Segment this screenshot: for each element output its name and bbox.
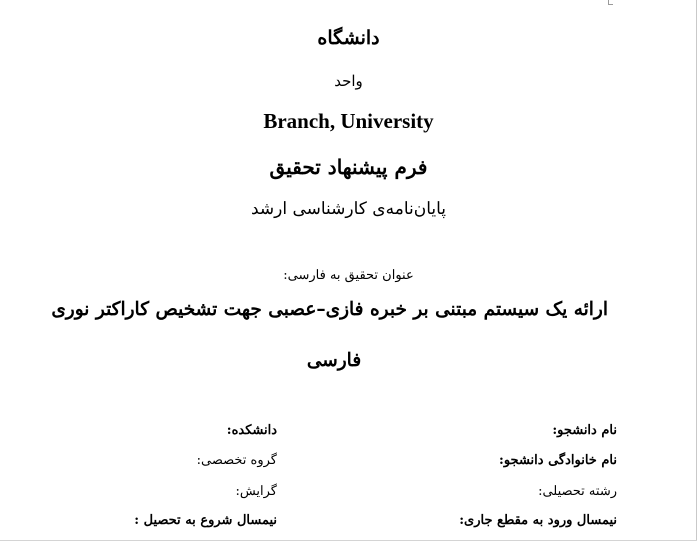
specialization-field: گرایش: <box>235 484 277 499</box>
thesis-title-label: عنوان تحقیق به فارسی: <box>283 268 414 283</box>
branch-label-fa: واحد <box>334 72 363 90</box>
entry-semester-field: نیمسال ورود به مقطع جاری: <box>459 513 617 528</box>
start-semester-field: نیمسال شروع به تحصیل : <box>134 513 277 528</box>
major-field: رشته تحصیلی: <box>538 484 617 499</box>
branch-label-en: Branch, University <box>263 109 434 133</box>
thesis-title-line-1: ارائه یک سیستم مبتنی بر خبره فازی–عصبی جهت تشخیص کاراکتر نوری <box>51 299 608 320</box>
university-heading: دانشگاه <box>317 27 380 49</box>
margin-corner-mark <box>608 0 613 5</box>
thesis-title-line-2: فارسی <box>306 350 362 371</box>
department-field: گروه تخصصی: <box>196 453 277 468</box>
form-title: فرم پیشنهاد تحقیق <box>269 155 428 179</box>
degree-label: پایان‌نامه‌ی کارشناسی ارشد <box>250 199 447 219</box>
student-family-field: نام خانوادگی دانشجو: <box>499 453 617 468</box>
faculty-field: دانشکده: <box>226 423 277 438</box>
student-name-field: نام دانشجو: <box>552 423 617 438</box>
